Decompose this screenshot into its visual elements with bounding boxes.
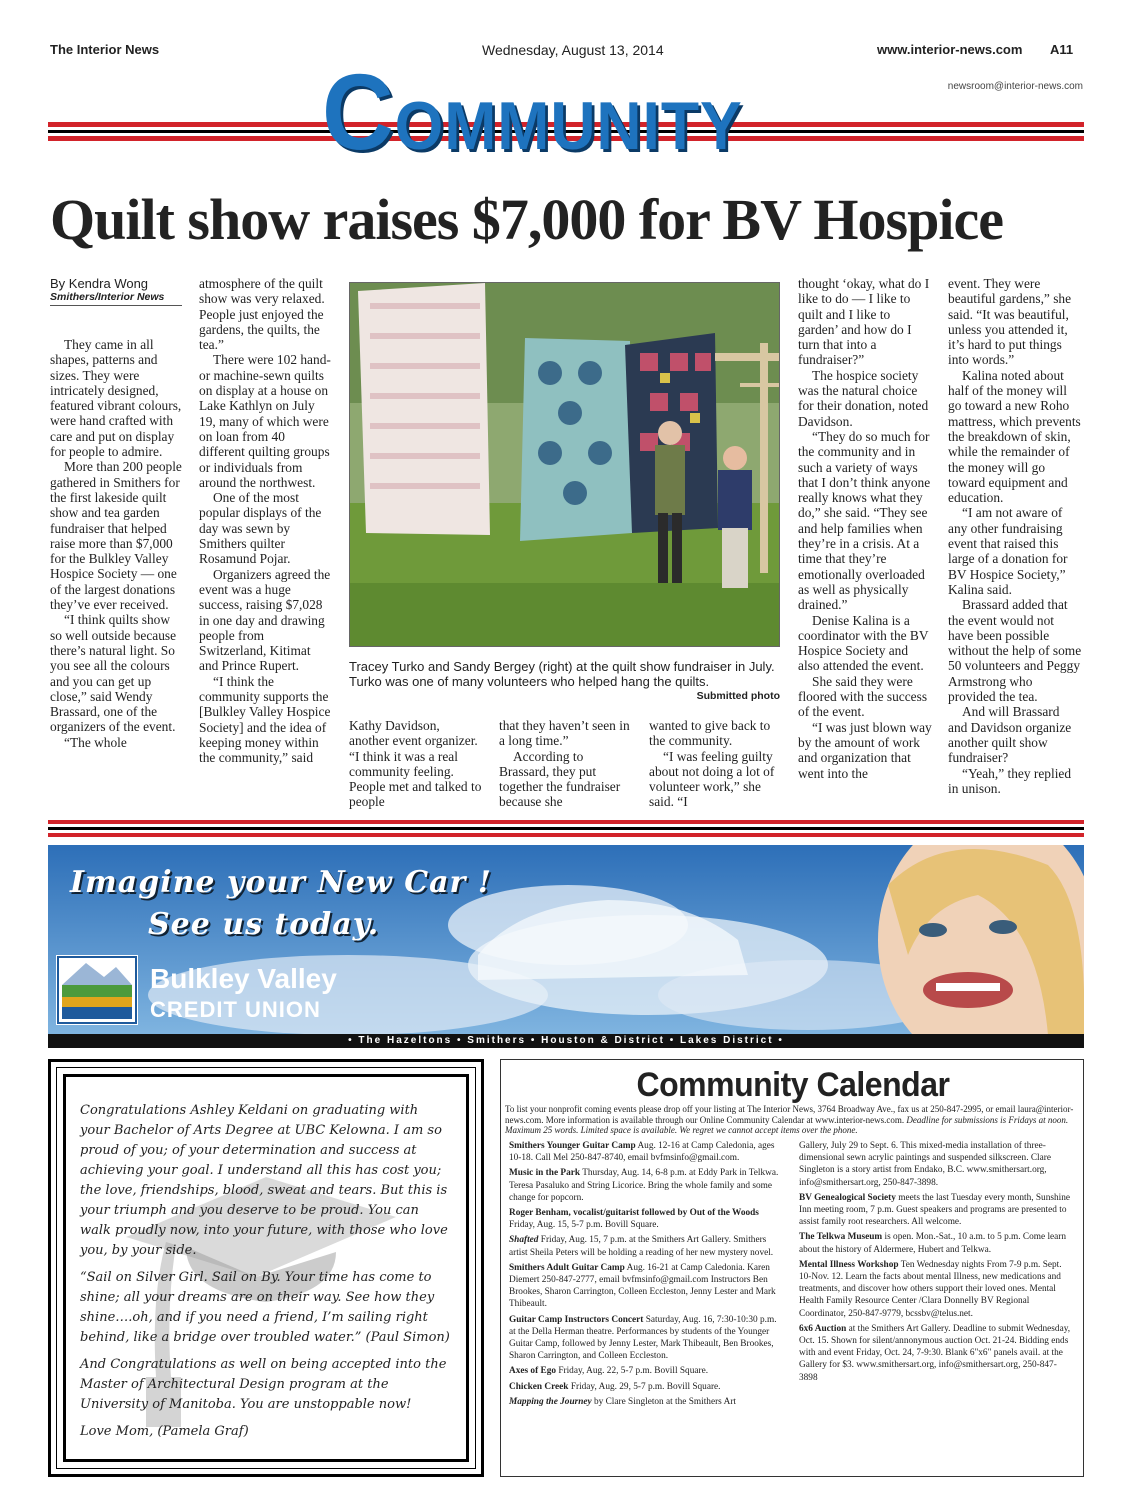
calendar-event-details: at the Smithers Art Gallery. Deadline to submit Wednesday, Oct. 15. Shown for silent/annonymous auction Oct. 21-24. Bidding ends with and event Friday, Oct. 24, 7-9:30. Blank 6"x6" panels avail. at the Gallery for $3. www.smithersart.org, info@smithersart.org, 250-847-3898 — [799, 1323, 1071, 1383]
calendar-event — [799, 1323, 1075, 1384]
calendar-event-title: BV Genealogical Society — [799, 1192, 896, 1203]
paragraph: They came in all shapes, patterns and sizes. They were intricately designed, featured vibrant colours, were hand crafted with care and put on display for people to admire. — [50, 337, 182, 460]
paragraph: Love Mom, (Pamela Graf) — [80, 1424, 249, 1439]
calendar-event-details: Friday, Aug. 15, 7 p.m. at the Smithers Art Gallery. Smithers artist Sheila Peters will be holding a reading of her new mystery novel. — [509, 1235, 774, 1258]
calendar-event — [509, 1262, 785, 1311]
section-title-initial: C — [322, 51, 395, 172]
bvcu-logo — [56, 955, 138, 1025]
calendar-event-details: Saturday, Aug. 16, 7:30-10:30 p.m. at the Della Herman theatre. Performances by students of the Younger Guitar Camp, followed by Jenny Lester, Mark Thibeault, Ben Brookes, Sharon Carrington, and Colleen Eccleston. — [509, 1314, 777, 1362]
paragraph: Denise Kalina is a coordinator with the BV Hospice Society and also attended the event. — [798, 612, 929, 674]
article-column-1 — [50, 337, 184, 750]
calendar-event-details: Gallery, July 29 to Sept. 6. This mixed-media installation of three-dimensional sewn acrylic paintings and suspended silkscreen. Clare Singleton is a story artist from Endako, B.C. www.smithersart.org, info@smithersart.org, 250-847-3898. — [799, 1141, 1051, 1188]
website-url[interactable]: www.interior-news.com — [877, 42, 1023, 57]
congrats-frame — [56, 1067, 476, 1469]
calendar-event — [799, 1192, 1075, 1229]
calendar-event — [799, 1140, 1075, 1189]
calendar-event — [509, 1396, 785, 1408]
footer-stripe-black — [48, 827, 1084, 830]
bvcu-logo-icon — [56, 955, 138, 1025]
calendar-intro — [505, 1104, 1081, 1136]
paragraph: thought ‘okay, what do I like to do — I like to quilt and I like to garden’ and how do I turn that into a fundraiser?” — [798, 276, 930, 368]
calendar-event-details: Aug. 16-21 at Camp Caledonia. Karen Diemert 250-847-2777, email bvfmsinfo@gmail.com Instructors Ben Brookes, Sharon Carrington, Colleen Eccleston, Jenny Lester and Mark Thibeault. — [509, 1262, 776, 1310]
calendar-event-details: is open. Mon.-Sat., 10 a.m. to 5 p.m. Come learn about the history of Aldermere, Hubert and Telkwa. — [799, 1232, 1067, 1255]
paragraph: Congratulations Ashley Keldani on graduating with your Bachelor of Arts Degree at UBC Kelowna. I am so proud of you; of your determination and success at achieving your goal. I understand all this has cost you; the love, friendships, blood, sweat and tears. But this is your triumph and you deserve to be proud. You can walk proudly now, into your future, with those who love you, by your side. — [80, 1103, 448, 1258]
photo-caption — [349, 659, 780, 704]
footer-stripe-red — [48, 820, 1084, 824]
calendar-event-title: Shafted — [509, 1235, 539, 1246]
calendar-event-title: Axes of Ego — [509, 1366, 556, 1377]
paragraph: “Sail on Silver Girl. Sail on By. Your time has come to shine; all your dreams are on their way. See how they shine….oh, and if you need a friend, I’m sailing right behind, like a bridge over troubled water.” (Paul Simon) — [80, 1270, 450, 1345]
paragraph: “Yeah,” they replied in unison. — [948, 765, 1072, 796]
calendar-event — [509, 1314, 785, 1363]
paragraph: The hospice society was the natural choice for their donation, noted Davidson. — [798, 367, 929, 429]
congrats-message — [80, 1101, 450, 1449]
calendar-event — [799, 1259, 1075, 1320]
paragraph: “They do so much for the community and in such a variety of ways that I don’t think anyone really knows what they do,” she said. “They see and help families when they’re in a crisis. At a time that they’re emotionally overloaded as well as physically drained.” — [798, 428, 931, 613]
calendar-events-left — [509, 1140, 785, 1411]
community-calendar — [500, 1059, 1084, 1477]
calendar-event-title: 6x6 Auction — [799, 1323, 847, 1334]
footer-stripe-red-2 — [48, 833, 1084, 837]
byline-author: By Kendra Wong — [50, 276, 149, 291]
calendar-intro-text: To list your nonprofit coming events please drop off your listing at The Interior News, 3764 Broadway Ave., fax us at 250-847-2995, or email laura@interior-news.com. More information is available through our Online Community Calendar at www.interior-news.com. — [505, 1104, 1074, 1125]
photo-caption-text: Tracey Turko and Sandy Bergey (right) at the quilt show fundraiser in July. Turko was one of many volunteers who helped hang the quilts. — [349, 659, 775, 689]
calendar-event-details: Friday, Aug. 22, 5-7 p.m. Bovill Square. — [558, 1366, 709, 1377]
paragraph: “I was feeling guilty about not doing a lot of volunteer work,” she said. “I — [649, 748, 775, 810]
paragraph: “I was just blown way by the amount of work and organization that went into the — [798, 719, 932, 781]
section-title — [322, 51, 743, 172]
calendar-event-title: Mental Illness Workshop — [799, 1259, 899, 1270]
calendar-event-title: Guitar Camp Instructors Concert — [509, 1314, 644, 1325]
article-column-6 — [798, 276, 932, 781]
byline-outlet: Smithers/Interior News — [50, 291, 182, 306]
calendar-event-title: Smithers Younger Guitar Camp — [509, 1141, 636, 1151]
section-title-rest: OMMUNITY — [394, 88, 743, 164]
paragraph: And will Brassard and Davidson organize another quilt show fundraiser? — [948, 704, 1072, 766]
paragraph: More than 200 people gathered in Smithers for the first lakeside quilt show and tea garden fundraiser that helped raise more than $7,000 for the Bulkley Valley Hospice Society — one of the largest donations they’ve ever received. — [50, 459, 182, 613]
calendar-event — [509, 1381, 785, 1393]
calendar-event — [509, 1365, 785, 1377]
photo-credit: Submitted photo — [696, 690, 780, 702]
ad-brand-sub: CREDIT UNION — [150, 997, 321, 1022]
paragraph: There were 102 hand- or machine-sewn quilts on display at a house on Lake Kathlyn on July 19, many of which were on loan from 40 different quilting groups or individuals from around the northwest. — [199, 352, 331, 490]
paper-name: The Interior News — [50, 42, 160, 57]
congratulations-notice — [48, 1059, 484, 1477]
ad-locations: • The Hazeltons • Smithers • Houston & District • Lakes District • — [48, 1034, 1084, 1048]
calendar-event-title: Smithers Adult Guitar Camp — [509, 1262, 625, 1273]
paragraph: “I think the community supports the [Bulkley Valley Hospice Society] and the idea of keeping money within the community,” said — [199, 673, 331, 766]
paragraph: atmosphere of the quilt show was very relaxed. People just enjoyed the gardens, the quilts, the tea.” — [199, 276, 325, 353]
calendar-event-title: The Telkwa Museum — [799, 1232, 883, 1243]
paragraph: And Congratulations as well on being accepted into the Master of Architectural Design program at the University of Manitoba. You are unstoppable now! — [80, 1357, 447, 1412]
paragraph: Kalina noted about half of the money will go toward a new Roho mattress, which prevents the breakdown of skin, while the remainder of the money will go toward equipment and education. — [948, 367, 1081, 506]
calendar-event-details: Friday, Aug. 15, 5-7 p.m. Bovill Square. — [509, 1220, 659, 1231]
article-column-5 — [649, 718, 783, 810]
calendar-event-details: meets the last Tuesday every month, Sunshine Inn meeting room, 7 p.m. Guest speakers and programs are presented to assist family root researchers. All welcome. — [799, 1192, 1070, 1228]
calendar-event-details: Ten Wednesday nights From 7-9 p.m. Sept. 10-Nov. 12. Learn the facts about mental Illness, new medications and treatments, and discover how others support their loved ones. Mental Health Family Resource Center /Clara Donnelly BV Regional Coordinator, 250-847-9779, bcssbv@telus.net. — [799, 1259, 1062, 1319]
paragraph: “The whole — [64, 734, 127, 750]
article-column-4 — [499, 718, 633, 810]
calendar-event-details: Friday, Aug. 29, 5-7 p.m. Bovill Square. — [570, 1381, 721, 1392]
newsroom-email[interactable]: newsroom@interior-news.com — [947, 81, 1083, 92]
calendar-events-right — [799, 1140, 1075, 1387]
byline — [50, 276, 182, 306]
calendar-event-title: Chicken Creek — [509, 1381, 569, 1392]
calendar-event-details: Aug. 12-16 at Camp Caledonia, ages 10-18. Call Mel 250-847-8740, email bvfmsinfo@gmail.com. — [509, 1141, 775, 1164]
paragraph: Kathy Davidson, another event organizer. “I think it was a real community feeling. People met and talked to people — [349, 718, 482, 810]
ad-brand-name: Bulkley Valley — [150, 963, 337, 994]
article-headline: Quilt show raises $7,000 for BV Hospice — [50, 187, 1003, 252]
paragraph: event. They were beautiful gardens,” she said. “It was beautiful, unless you attended it, it’s hard to put things into words.” — [948, 276, 1072, 368]
calendar-event-title: Music in the Park — [509, 1168, 581, 1179]
ad-headline-2: See us today. — [148, 907, 380, 942]
calendar-event — [509, 1234, 785, 1258]
calendar-event-title: Mapping the Journey — [509, 1396, 592, 1407]
paragraph: “I think quilts show so well outside because there’s natural light. So you see all the colours and you can get up close,” said Wendy Brassard, one of the organizers of the event. — [50, 612, 177, 735]
paragraph: Brassard added that the event would not have been possible without the help of some 50 volunteers and Peggy Armstrong who provided the tea. — [948, 597, 1082, 705]
paragraph: wanted to give back to the community. — [649, 718, 771, 749]
credit-union-ad[interactable] — [48, 845, 1084, 1035]
page-number: A11 — [1050, 42, 1074, 57]
ad-headline-1: Imagine your New Car ! — [70, 865, 492, 900]
photo-illustration — [350, 283, 780, 647]
paragraph: that they haven’t seen in a long time.” — [499, 718, 630, 749]
calendar-event — [509, 1207, 785, 1231]
calendar-event — [509, 1140, 785, 1164]
article-column-3 — [349, 718, 483, 810]
article-column-2 — [199, 276, 333, 766]
issue-date: Wednesday, August 13, 2014 — [482, 42, 664, 58]
paragraph: One of the most popular displays of the day was sewn by Smithers quilter Rosamund Pojar. — [199, 490, 322, 567]
calendar-title: Community Calendar — [636, 1066, 950, 1104]
calendar-event — [799, 1231, 1075, 1255]
paragraph: “I am not aware of any other fundraising event that raised this large of a donation for BV Hospice Society,” Kalina said. — [948, 505, 1068, 597]
calendar-event-details: Thursday, Aug. 14, 6-8 p.m. at Eddy Park in Telkwa. Teresa Pasaluko and String Licorice. Bring the whole family and some change for popcorn. — [509, 1168, 779, 1203]
paragraph: She said they were floored with the success of the event. — [798, 673, 928, 720]
calendar-event-details: by Clare Singleton at the Smithers Art — [593, 1396, 737, 1407]
paragraph: According to Brassard, they put together the fundraiser because she — [499, 748, 621, 810]
paragraph: Organizers agreed the event was a huge success, raising $7,028 in one day and drawing people from Switzerland, Kitimat and Prince Rupert. — [199, 566, 331, 674]
congrats-frame-inner — [63, 1074, 469, 1462]
quilt-show-photo — [349, 282, 780, 647]
calendar-event — [509, 1167, 785, 1204]
article-column-7 — [948, 276, 1082, 796]
calendar-intro-note: Deadline for submissions is Fridays at noon. Maximum 25 words. Limited space is available. We regret we cannot accept items over the phone. — [505, 1114, 1069, 1135]
calendar-event-title: Roger Benham, vocalist/guitarist followed by Out of the Woods — [509, 1208, 759, 1219]
